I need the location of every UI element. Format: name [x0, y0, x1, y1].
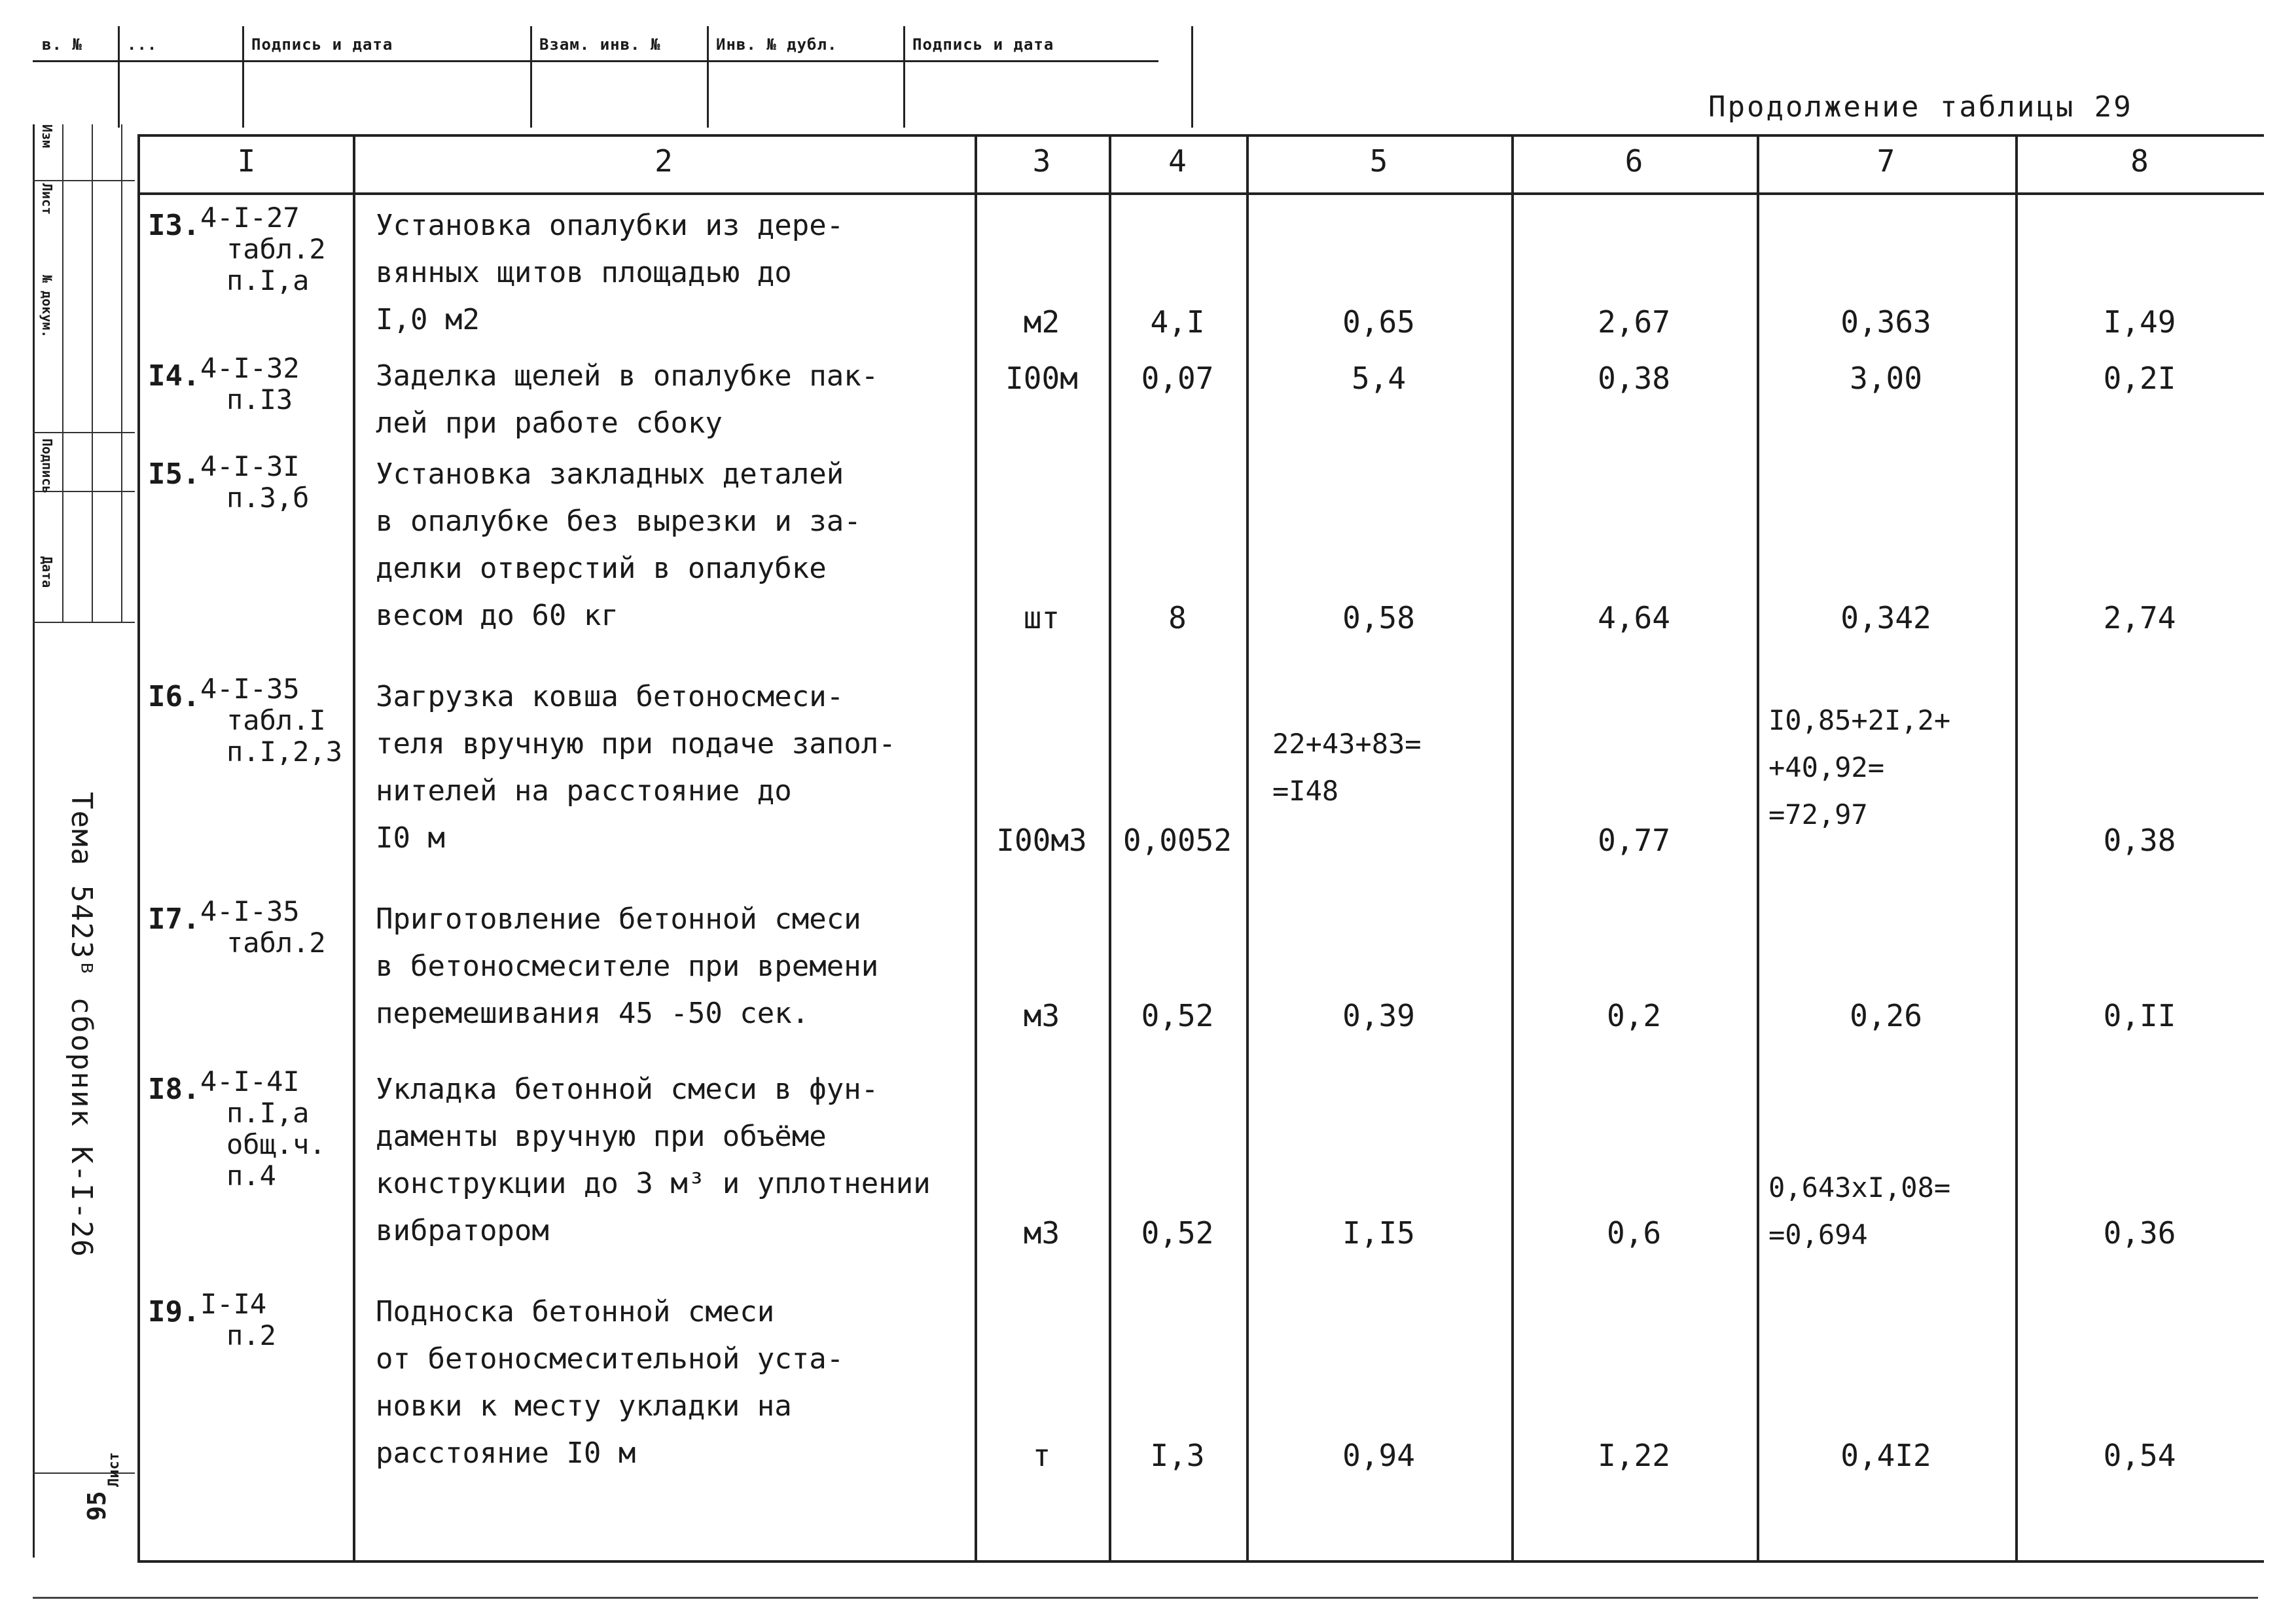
sheet-label: Лист: [106, 1452, 122, 1487]
stamp-label: в. №: [42, 35, 82, 54]
stamp-field-inv: [33, 26, 120, 128]
total-wage-cell: 0,36: [2103, 1215, 2176, 1251]
wage-rate-cell: 0,342: [1840, 600, 1931, 635]
wage-rate-cell: 0,363: [1840, 304, 1931, 340]
wage-rate-cell: =0,694: [1768, 1219, 1868, 1251]
unit-cell: м3: [1023, 1215, 1060, 1251]
left-margin-rule: [33, 180, 135, 181]
norm-reference: 4-I-3I: [200, 450, 300, 482]
left-margin-column: [62, 124, 93, 622]
column-header-7: 7: [1876, 143, 1895, 179]
norm-reference: табл.I: [226, 704, 326, 736]
quantity-cell: 4,I: [1150, 304, 1205, 340]
stamp-label: ...: [127, 35, 158, 54]
column-header-8: 8: [2130, 143, 2149, 179]
norm-reference: п.4: [226, 1160, 276, 1192]
margin-label-change: Изм: [39, 124, 55, 149]
work-description: Установка закладных деталей: [376, 457, 844, 491]
unit-cell: т: [1032, 1438, 1051, 1473]
wage-rate-cell: 0,643хI,08=: [1768, 1171, 1951, 1204]
quantity-cell: 0,52: [1141, 998, 1214, 1033]
work-description: в опалубке без вырезки и за-: [376, 505, 861, 538]
norm-time-cell: 0,39: [1342, 998, 1415, 1033]
column-header-5: 5: [1369, 143, 1388, 179]
table-row: [140, 451, 2264, 647]
row-number: I8.: [148, 1073, 200, 1106]
norm-reference: табл.2: [226, 927, 326, 959]
stamp-field-signature-date: [242, 26, 532, 128]
work-description: Установка опалубки из дере-: [376, 209, 844, 242]
column-header-3: 3: [1032, 143, 1051, 179]
norm-reference: п.I,а: [226, 1097, 310, 1129]
total-wage-cell: 2,74: [2103, 600, 2176, 635]
norm-reference: табл.2: [226, 233, 326, 265]
table-row: [140, 896, 2264, 1092]
work-description: Заделка щелей в опалубке пак-: [376, 359, 879, 393]
labor-cost-cell: 4,64: [1598, 600, 1670, 635]
work-description: от бетоносмесительной уста-: [376, 1342, 844, 1376]
estimate-table: [137, 134, 2264, 1563]
norm-reference: 4-I-35: [200, 895, 300, 927]
work-description: Загрузка ковша бетоносмеси-: [376, 680, 844, 713]
stamp-field-replace-inv: [530, 26, 709, 128]
header-divider: [140, 192, 2264, 195]
work-description: в бетоносмесителе при времени: [376, 950, 879, 983]
table-row: [140, 1066, 2264, 1262]
work-description: I,0 м2: [376, 303, 480, 336]
margin-label-signature: Подпись: [39, 438, 55, 494]
stamp-label: Взам. инв. №: [539, 35, 661, 54]
unit-cell: шт: [1023, 600, 1060, 635]
theme-collection-label: Тема 5423ᴮ сборник К-I-26: [65, 792, 98, 1258]
work-description: весом до 60 кг: [376, 599, 619, 632]
work-description: нителей на расстояние до: [376, 774, 792, 808]
norm-reference: п.3,б: [226, 482, 310, 514]
labor-cost-cell: 0,77: [1598, 823, 1670, 858]
work-description: перемешивания 45 -50 сек.: [376, 997, 810, 1030]
norm-time-cell: 5,4: [1351, 361, 1407, 396]
labor-cost-cell: 0,6: [1606, 1215, 1662, 1251]
work-description: I0 м: [376, 821, 445, 855]
quantity-cell: 0,52: [1141, 1215, 1214, 1251]
norm-reference: п.2: [226, 1319, 276, 1351]
work-description: новки к месту укладки на: [376, 1389, 792, 1423]
norm-time-cell: I,I5: [1342, 1215, 1415, 1251]
column-header-1: I: [237, 143, 256, 179]
unit-cell: I00м3: [996, 823, 1087, 858]
norm-reference: 4-I-35: [200, 673, 300, 705]
norm-reference: п.I,2,3: [226, 736, 343, 768]
work-description: Приготовление бетонной смеси: [376, 902, 861, 936]
norm-reference: 4-I-32: [200, 352, 300, 384]
table-continuation-note: Продолжение таблицы 29: [1708, 90, 2133, 124]
row-number: I3.: [148, 209, 200, 242]
stamp-label: Подпись и дата: [251, 35, 393, 54]
norm-reference: п.I,а: [226, 264, 310, 296]
row-number: I4.: [148, 359, 200, 393]
sheet-number-box: [33, 1452, 135, 1559]
wage-rate-cell: 0,4I2: [1840, 1438, 1931, 1473]
quantity-cell: 8: [1168, 600, 1187, 635]
wage-rate-cell: =72,97: [1768, 798, 1868, 830]
left-margin-column: [92, 124, 122, 622]
work-description: расстояние I0 м: [376, 1436, 636, 1470]
stamp-field-dup-inv: [707, 26, 905, 128]
row-number: I5.: [148, 457, 200, 491]
work-description: даменты вручную при объёме: [376, 1120, 827, 1153]
wage-rate-cell: I0,85+2I,2+: [1768, 704, 1951, 736]
column-header-6: 6: [1624, 143, 1643, 179]
total-wage-cell: I,49: [2103, 304, 2176, 340]
stamp-label: Инв. № дубл.: [716, 35, 838, 54]
norm-reference: п.I3: [226, 383, 293, 416]
total-wage-cell: 0,2I: [2103, 361, 2176, 396]
left-margin-rule: [33, 622, 135, 623]
labor-cost-cell: 2,67: [1598, 304, 1670, 340]
unit-cell: м2: [1023, 304, 1060, 340]
stamp-field-blank: [118, 26, 244, 128]
norm-time-cell: 22+43+83=: [1272, 728, 1422, 760]
norm-time-cell: 0,65: [1342, 304, 1415, 340]
norm-reference: 4-I-4I: [200, 1065, 300, 1097]
title-stamp-strip: [33, 26, 1158, 128]
unit-cell: I00м: [1005, 361, 1078, 396]
column-header-2: 2: [655, 143, 673, 179]
work-description: лей при работе сбоку: [376, 406, 723, 440]
quantity-cell: I,3: [1150, 1438, 1205, 1473]
margin-label-date: Дата: [39, 556, 55, 588]
work-description: теля вручную при подаче запол-: [376, 727, 896, 760]
quantity-cell: 0,07: [1141, 361, 1214, 396]
total-wage-cell: 0,II: [2103, 998, 2176, 1033]
sheet-number: 95: [82, 1491, 111, 1521]
work-description: конструкции до 3 м³ и уплотнении: [376, 1167, 931, 1200]
wage-rate-cell: 0,26: [1850, 998, 1922, 1033]
row-number: I7.: [148, 902, 200, 936]
norm-reference: I-I4: [200, 1288, 267, 1320]
norm-reference: 4-I-27: [200, 202, 300, 234]
page-bottom-rule: [33, 1597, 2258, 1599]
work-description: вянных щитов площадью до: [376, 256, 792, 289]
table-row: [140, 1289, 2264, 1485]
work-description: вибратором: [376, 1214, 549, 1247]
margin-label-sheet: Лист: [39, 183, 55, 215]
column-header-4: 4: [1168, 143, 1187, 179]
total-wage-cell: 0,54: [2103, 1438, 2176, 1473]
norm-reference: общ.ч.: [226, 1128, 326, 1160]
row-number: I6.: [148, 680, 200, 713]
labor-cost-cell: I,22: [1598, 1438, 1670, 1473]
norm-time-cell: 0,58: [1342, 600, 1415, 635]
stamp-label: Подпись и дата: [912, 35, 1054, 54]
unit-cell: м3: [1023, 998, 1060, 1033]
total-wage-cell: 0,38: [2103, 823, 2176, 858]
norm-time-cell: =I48: [1272, 775, 1339, 807]
work-description: Укладка бетонной смеси в фун-: [376, 1073, 879, 1106]
row-number: I9.: [148, 1295, 200, 1329]
wage-rate-cell: 3,00: [1850, 361, 1922, 396]
work-description: Подноска бетонной смеси: [376, 1295, 775, 1329]
norm-time-cell: 0,94: [1342, 1438, 1415, 1473]
wage-rate-cell: +40,92=: [1768, 751, 1885, 783]
stamp-field-signature-date-2: [903, 26, 1193, 128]
labor-cost-cell: 0,38: [1598, 361, 1670, 396]
quantity-cell: 0,0052: [1122, 823, 1232, 858]
margin-label-doc-no: № докум.: [39, 275, 55, 338]
left-margin-rule: [33, 432, 135, 433]
labor-cost-cell: 0,2: [1606, 998, 1662, 1033]
work-description: делки отверстий в опалубке: [376, 552, 827, 585]
table-row: [140, 673, 2264, 870]
